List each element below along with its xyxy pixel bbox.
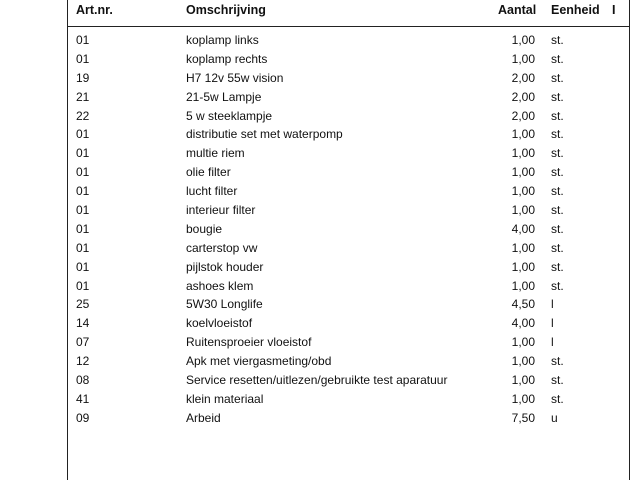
cell-aantal: 1,00 <box>511 354 535 369</box>
cell-art-nr: 41 <box>76 391 90 406</box>
cell-art-nr: 19 <box>76 70 90 85</box>
cell-art-nr: 01 <box>76 259 90 274</box>
table-row <box>0 125 640 144</box>
cell-eenheid: st. <box>551 259 564 274</box>
header-divider <box>67 26 630 27</box>
table-row <box>0 295 640 314</box>
cell-omschrijving: Service resetten/uitlezen/gebruikte test aparatuur <box>186 373 448 388</box>
cell-eenheid: st. <box>551 165 564 180</box>
table-body <box>0 31 640 428</box>
cell-aantal: 1,00 <box>511 33 535 47</box>
cell-aantal: 1,00 <box>511 373 535 388</box>
cell-omschrijving: 5W30 Longlife <box>186 297 263 312</box>
cell-art-nr: 01 <box>76 51 90 66</box>
cell-omschrijving: interieur filter <box>186 203 256 218</box>
cell-art-nr: 01 <box>76 221 90 236</box>
table-row <box>0 258 640 277</box>
cell-art-nr: 01 <box>76 33 90 47</box>
cell-eenheid: st. <box>551 373 564 388</box>
table-row <box>0 69 640 88</box>
cell-omschrijving: koplamp links <box>186 33 259 47</box>
cell-art-nr: 21 <box>76 89 90 104</box>
cell-eenheid: l <box>551 297 554 312</box>
cell-eenheid: st. <box>551 70 564 85</box>
cell-omschrijving: Arbeid <box>186 410 221 425</box>
table-row <box>0 182 640 201</box>
cell-art-nr: 09 <box>76 410 90 425</box>
column-header-aantal: Aantal <box>498 3 537 17</box>
cell-aantal: 1,00 <box>511 335 535 350</box>
table-row <box>0 352 640 371</box>
cell-omschrijving: klein materiaal <box>186 391 264 406</box>
cell-aantal: 1,00 <box>511 278 535 293</box>
table-row <box>0 163 640 182</box>
cell-omschrijving: koplamp rechts <box>186 51 268 66</box>
cell-aantal: 1,00 <box>511 259 535 274</box>
cell-aantal: 1,00 <box>511 127 535 142</box>
cell-aantal: 1,00 <box>511 203 535 218</box>
cell-art-nr: 07 <box>76 335 90 350</box>
cell-aantal: 4,00 <box>511 316 535 331</box>
cell-omschrijving: Ruitensproeier vloeistof <box>186 335 312 350</box>
cell-aantal: 1,00 <box>511 184 535 199</box>
column-header-extra: I <box>612 3 616 17</box>
cell-aantal: 1,00 <box>511 165 535 180</box>
cell-eenheid: l <box>551 316 554 331</box>
cell-eenheid: st. <box>551 51 564 66</box>
column-header-art-nr: Art.nr. <box>76 3 113 17</box>
cell-eenheid: st. <box>551 354 564 369</box>
cell-art-nr: 22 <box>76 108 90 123</box>
cell-eenheid: st. <box>551 146 564 161</box>
table-row <box>0 50 640 69</box>
cell-omschrijving: lucht filter <box>186 184 238 199</box>
cell-eenheid: st. <box>551 127 564 142</box>
cell-eenheid: st. <box>551 108 564 123</box>
cell-omschrijving: multie riem <box>186 146 245 161</box>
cell-aantal: 7,50 <box>511 410 535 425</box>
column-header-omschrijving: Omschrijving <box>186 3 266 17</box>
cell-art-nr: 25 <box>76 297 90 312</box>
table-row <box>0 31 640 50</box>
table-row <box>0 314 640 333</box>
cell-art-nr: 14 <box>76 316 90 331</box>
table-row <box>0 409 640 428</box>
cell-aantal: 1,00 <box>511 146 535 161</box>
cell-eenheid: st. <box>551 33 564 47</box>
table-row <box>0 390 640 409</box>
cell-omschrijving: H7 12v 55w vision <box>186 70 284 85</box>
cell-aantal: 4,00 <box>511 221 535 236</box>
column-header-eenheid: Eenheid <box>551 3 600 17</box>
cell-art-nr: 01 <box>76 203 90 218</box>
cell-eenheid: l <box>551 335 554 350</box>
cell-eenheid: st. <box>551 391 564 406</box>
table-row <box>0 239 640 258</box>
cell-aantal: 2,00 <box>511 70 535 85</box>
cell-art-nr: 12 <box>76 354 90 369</box>
cell-omschrijving: pijlstok houder <box>186 259 264 274</box>
cell-omschrijving: 5 w steeklampje <box>186 108 273 123</box>
cell-art-nr: 01 <box>76 184 90 199</box>
cell-omschrijving: distributie set met waterpomp <box>186 127 343 142</box>
cell-omschrijving: ashoes klem <box>186 278 254 293</box>
cell-aantal: 4,50 <box>511 297 535 312</box>
cell-aantal: 1,00 <box>511 51 535 66</box>
cell-art-nr: 08 <box>76 373 90 388</box>
cell-eenheid: st. <box>551 278 564 293</box>
table-row <box>0 88 640 107</box>
cell-aantal: 2,00 <box>511 89 535 104</box>
cell-eenheid: st. <box>551 184 564 199</box>
table-row <box>0 107 640 126</box>
cell-art-nr: 01 <box>76 146 90 161</box>
cell-omschrijving: bougie <box>186 221 223 236</box>
cell-eenheid: st. <box>551 221 564 236</box>
table-row <box>0 277 640 296</box>
cell-art-nr: 01 <box>76 240 90 255</box>
table-row <box>0 220 640 239</box>
table-row <box>0 333 640 352</box>
cell-eenheid: u <box>551 410 558 425</box>
cell-art-nr: 01 <box>76 165 90 180</box>
cell-omschrijving: olie filter <box>186 165 231 180</box>
table-row <box>0 201 640 220</box>
cell-omschrijving: 21-5w Lampje <box>186 89 262 104</box>
cell-omschrijving: Apk met viergasmeting/obd <box>186 354 332 369</box>
cell-omschrijving: carterstop vw <box>186 240 258 255</box>
cell-eenheid: st. <box>551 240 564 255</box>
cell-art-nr: 01 <box>76 278 90 293</box>
table-row <box>0 371 640 390</box>
cell-aantal: 1,00 <box>511 240 535 255</box>
cell-omschrijving: koelvloeistof <box>186 316 253 331</box>
cell-eenheid: st. <box>551 89 564 104</box>
cell-aantal: 1,00 <box>511 391 535 406</box>
table-row <box>0 144 640 163</box>
cell-eenheid: st. <box>551 203 564 218</box>
cell-aantal: 2,00 <box>511 108 535 123</box>
cell-art-nr: 01 <box>76 127 90 142</box>
